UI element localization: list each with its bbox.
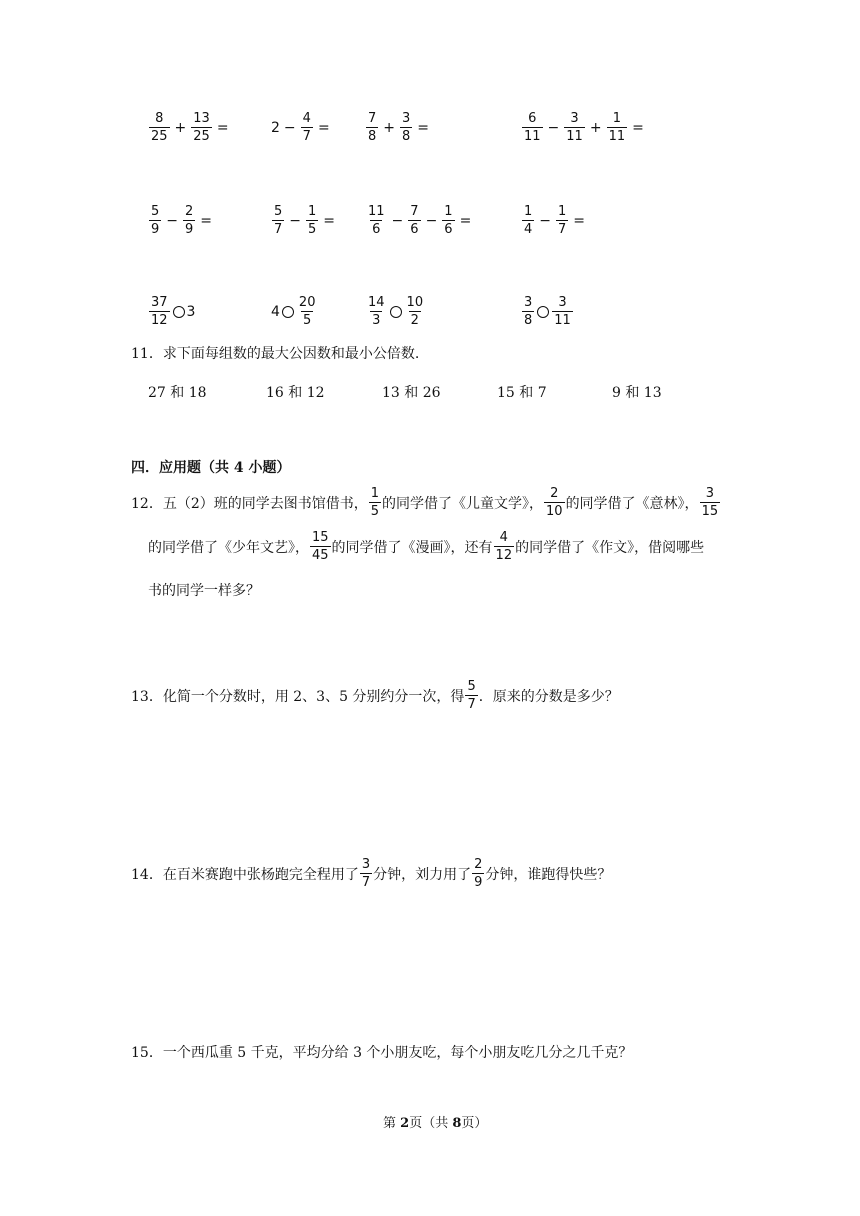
question-13: 13．化简一个分数时，用 2、3、5 分别约分一次，得 $\frac{5}{7}$ ．原来的分数是多少？ bbox=[131, 679, 619, 712]
pair-5: 9 和 13 bbox=[612, 385, 662, 401]
expr-r2-4: $\frac{1}{4}$ − $\frac{1}{7}$ = bbox=[524, 204, 586, 237]
pair-2: 16 和 12 bbox=[266, 385, 325, 401]
expr-r1-3: $\frac{7}{8}$ + $\frac{3}{8}$ = bbox=[368, 111, 430, 144]
page-footer: 第 2页（共 8页） bbox=[383, 1116, 488, 1131]
compare-circle[interactable] bbox=[537, 306, 549, 318]
question-12-line-2: 的同学借了《少年文艺》， $\frac{15}{45}$ 的同学借了《漫画》，还有 $\frac{4}{12}$ 的同学借了《作文》，借阅哪些 bbox=[148, 530, 705, 563]
expr-r2-3: $\frac{11}{6}$ − $\frac{7}{6}$ − $\frac{1}{6}$ = bbox=[368, 204, 472, 237]
pair-4: 15 和 7 bbox=[497, 385, 547, 401]
question-12-line-3: 书的同学一样多？ bbox=[148, 583, 260, 599]
question-12-line-1: 12．五（2）班的同学去图书馆借书， $\frac{1}{5}$ 的同学借了《儿童文学》， $\frac{2}{10}$ 的同学借了《意林》， $\frac{3}{15}$ bbox=[131, 486, 719, 519]
expr-r1-4: $\frac{6}{11}$ − $\frac{3}{11}$ + $\frac{1}{11}$ = bbox=[524, 111, 644, 144]
pair-3: 13 和 26 bbox=[382, 385, 441, 401]
compare-1: $\frac{37}{12}$ 3 bbox=[151, 295, 196, 328]
pair-1: 27 和 18 bbox=[148, 385, 207, 401]
compare-circle[interactable] bbox=[173, 306, 185, 318]
compare-2: 4 $\frac{20}{5}$ bbox=[271, 295, 316, 328]
compare-3: $\frac{14}{3}$ $\frac{10}{2}$ bbox=[368, 295, 424, 328]
expr-r2-2: $\frac{5}{7}$ − $\frac{1}{5}$ = bbox=[274, 204, 336, 237]
expr-r1-2: 2 − $\frac{4}{7}$ = bbox=[271, 111, 330, 144]
question-15: 15．一个西瓜重 5 千克，平均分给 3 个小朋友吃，每个小朋友吃几分之几千克？ bbox=[131, 1045, 633, 1061]
compare-circle[interactable] bbox=[282, 306, 294, 318]
compare-circle[interactable] bbox=[390, 306, 402, 318]
compare-4: $\frac{3}{8}$ $\frac{3}{11}$ bbox=[524, 295, 571, 328]
section-heading: 四．应用题（共 4 小题） bbox=[131, 460, 291, 476]
expr-r1-1: $\frac{8}{25}$ + $\frac{13}{25}$ = bbox=[151, 111, 229, 144]
question-14: 14．在百米赛跑中张杨跑完全程用了 $\frac{3}{7}$ 分钟，刘力用了 $\frac{2}{9}$ 分钟，谁跑得快些？ bbox=[131, 857, 612, 890]
expr-r2-1: $\frac{5}{9}$ − $\frac{2}{9}$ = bbox=[151, 204, 213, 237]
question-11: 11．求下面每组数的最大公因数和最小公倍数. bbox=[131, 346, 420, 362]
